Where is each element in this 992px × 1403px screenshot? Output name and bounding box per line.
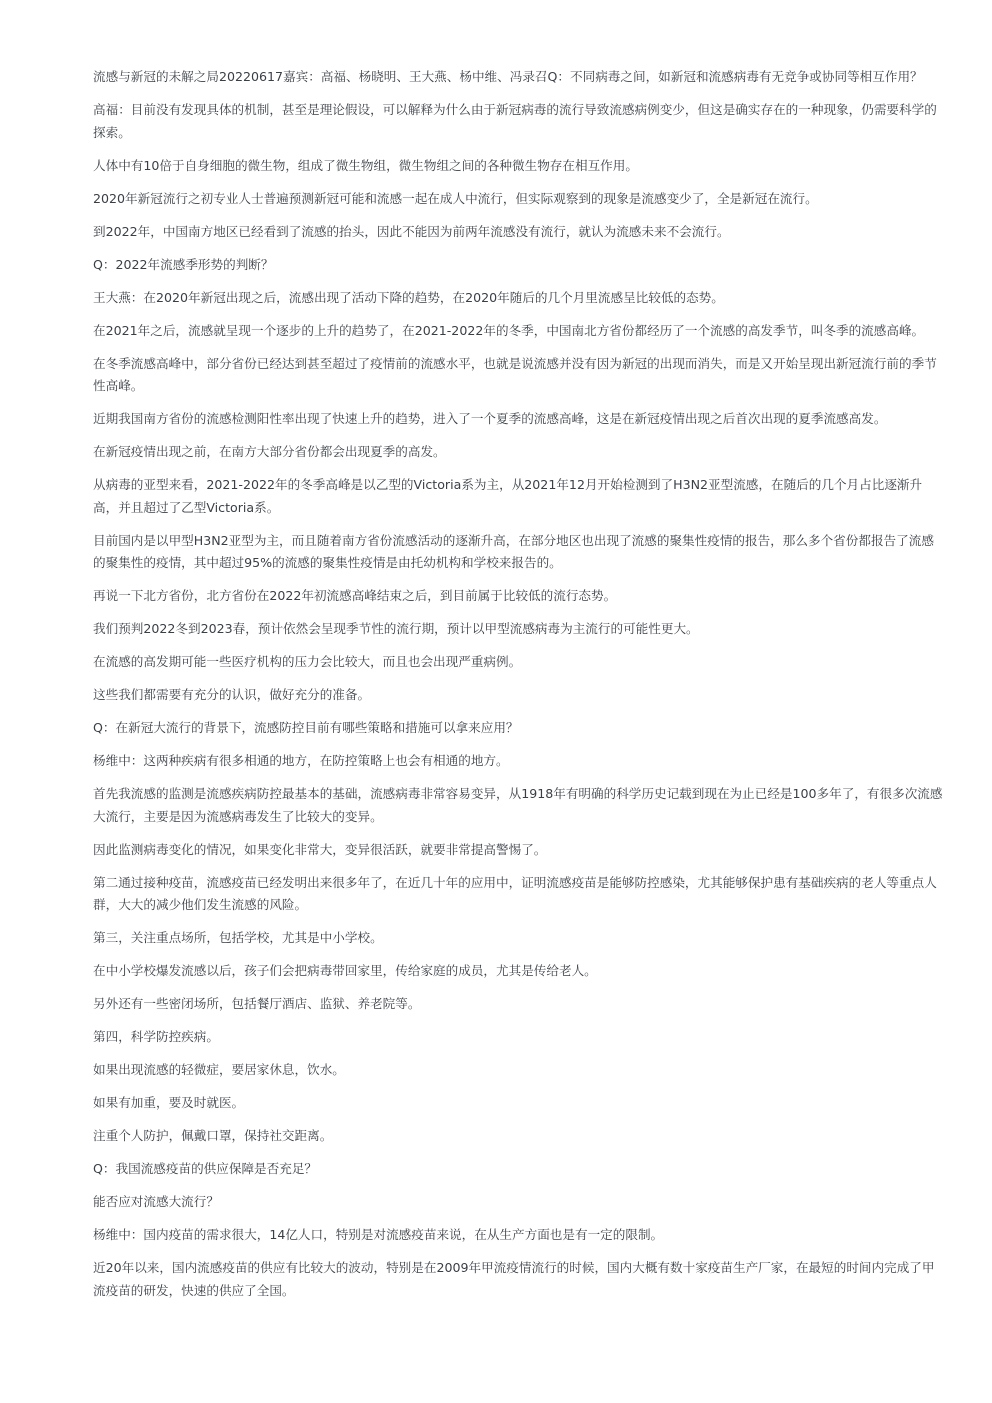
paragraph: 人体中有10倍于自身细胞的微生物，组成了微生物组，微生物组之间的各种微生物存在相互作用。 <box>93 157 638 173</box>
paragraph: 在新冠疫情出现之前，在南方大部分省份都会出现夏季的高发。 <box>93 444 446 459</box>
paragraph: 杨维中：这两种疾病有很多相通的地方，在防控策略上也会有相通的地方。 <box>93 753 509 768</box>
paragraph: 另外还有一些密闭场所，包括餐厅酒店、监狱、养老院等。 <box>93 996 421 1011</box>
paragraph: 首先我流感的监测是流感疾病防控最基本的基础，流感病毒非常容易变异，从1918年有明确的科学历史记载到现在为止已经是100多年了，有很多次流感大流行，主要是因为流感病毒发生了比较大的变异。 <box>93 786 943 824</box>
paragraph: 再说一下北方省份，北方省份在2022年初流感高峰结束之后，到目前属于比较低的流行态势。 <box>93 588 617 603</box>
paragraph: 注重个人防护，佩戴口罩，保持社交距离。 <box>93 1128 333 1143</box>
paragraph: 第二通过接种疫苗，流感疫苗已经发明出来很多年了，在近几十年的应用中，证明流感疫苗是能够防控感染，尤其能够保护患有基础疾病的老人等重点人群，大大的减少他们发生流感的风险。 <box>93 874 937 912</box>
paragraph: 在流感的高发期可能一些医疗机构的压力会比较大，而且也会出现严重病例。 <box>93 654 522 669</box>
paragraph: 近20年以来，国内流感疫苗的供应有比较大的波动，特别是在2009年甲流疫情流行的时候，国内大概有数十家疫苗生产厂家，在最短的时间内完成了甲流疫苗的研发，快速的供应了全国。 <box>93 1260 935 1298</box>
paragraph: 杨维中：国内疫苗的需求很大，14亿人口，特别是对流感疫苗来说，在从生产方面也是有一定的限制。 <box>93 1227 664 1242</box>
paragraph: 如果出现流感的轻微症，要居家休息，饮水。 <box>93 1062 345 1077</box>
paragraph: 如果有加重，要及时就医。 <box>93 1095 245 1110</box>
question: Q：我国流感疫苗的供应保障是否充足？ <box>93 1161 318 1176</box>
question: 能否应对流感大流行？ <box>93 1194 219 1209</box>
paragraph: 第三，关注重点场所，包括学校，尤其是中小学校。 <box>93 930 383 945</box>
paragraph: 第四，科学防控疾病。 <box>93 1029 219 1044</box>
paragraph: 高福：目前没有发现具体的机制，甚至是理论假设，可以解释为什么由于新冠病毒的流行导致流感病例变少，但这是确实存在的一种现象，仍需要科学的探索。 <box>93 102 937 140</box>
paragraph: 在2021年之后，流感就呈现一个逐步的上升的趋势了，在2021-2022年的冬季，中国南北方省份都经历了一个流感的高发季节，叫冬季的流感高峰。 <box>93 322 925 338</box>
paragraph: 流感与新冠的未解之局20220617嘉宾：高福、杨晓明、王大燕、杨中维、冯录召Q：不同病毒之间，如新冠和流感病毒有无竞争或协同等相互作用？ <box>93 69 923 84</box>
paragraph: 近期我国南方省份的流感检测阳性率出现了快速上升的趋势，进入了一个夏季的流感高峰，这是在新冠疫情出现之后首次出现的夏季流感高发。 <box>93 411 887 426</box>
paragraph: 到2022年，中国南方地区已经看到了流感的抬头，因此不能因为前两年流感没有流行，就认为流感未来不会流行。 <box>93 223 730 239</box>
paragraph: 我们预判2022冬到2023春，预计依然会呈现季节性的流行期，预计以甲型流感病毒为主流行的可能性更大。 <box>93 621 699 636</box>
paragraph: 在冬季流感高峰中，部分省份已经达到甚至超过了疫情前的流感水平，也就是说流感并没有因为新冠的出现而消失，而是又开始呈现出新冠流行前的季节性高峰。 <box>93 355 937 393</box>
question: Q：在新冠大流行的背景下，流感防控目前有哪些策略和措施可以拿来应用？ <box>93 720 519 735</box>
paragraph: 从病毒的亚型来看，2021-2022年的冬季高峰是以乙型的Victoria系为主，从2021年12月开始检测到了H3N2亚型流感，在随后的几个月占比逐渐升高，并且超过了乙型Victoria系。 <box>93 477 923 515</box>
paragraph: 因此监测病毒变化的情况，如果变化非常大，变异很活跃，就要非常提高警惕了。 <box>93 841 547 857</box>
paragraph: 目前国内是以甲型H3N2亚型为主，而且随着南方省份流感活动的逐渐升高，在部分地区也出现了流感的聚集性疫情的报告，那么多个省份都报告了流感的聚集性的疫情，其中超过95%的流感的聚集性疫情是由托幼机构和学校来报告的。 <box>93 532 934 570</box>
paragraph: 在中小学校爆发流感以后，孩子们会把病毒带回家里，传给家庭的成员，尤其是传给老人。 <box>93 963 597 978</box>
paragraph: 2020年新冠流行之初专业人士普遍预测新冠可能和流感一起在成人中流行，但实际观察到的现象是流感变少了，全是新冠在流行。 <box>93 190 818 206</box>
paragraph: 这些我们都需要有充分的认识，做好充分的准备。 <box>93 687 371 702</box>
paragraph: 王大燕：在2020年新冠出现之后，流感出现了活动下降的趋势，在2020年随后的几个月里流感呈比较低的态势。 <box>93 289 724 305</box>
document-body <box>93 66 945 1313</box>
question: Q：2022年流感季形势的判断？ <box>93 256 274 272</box>
